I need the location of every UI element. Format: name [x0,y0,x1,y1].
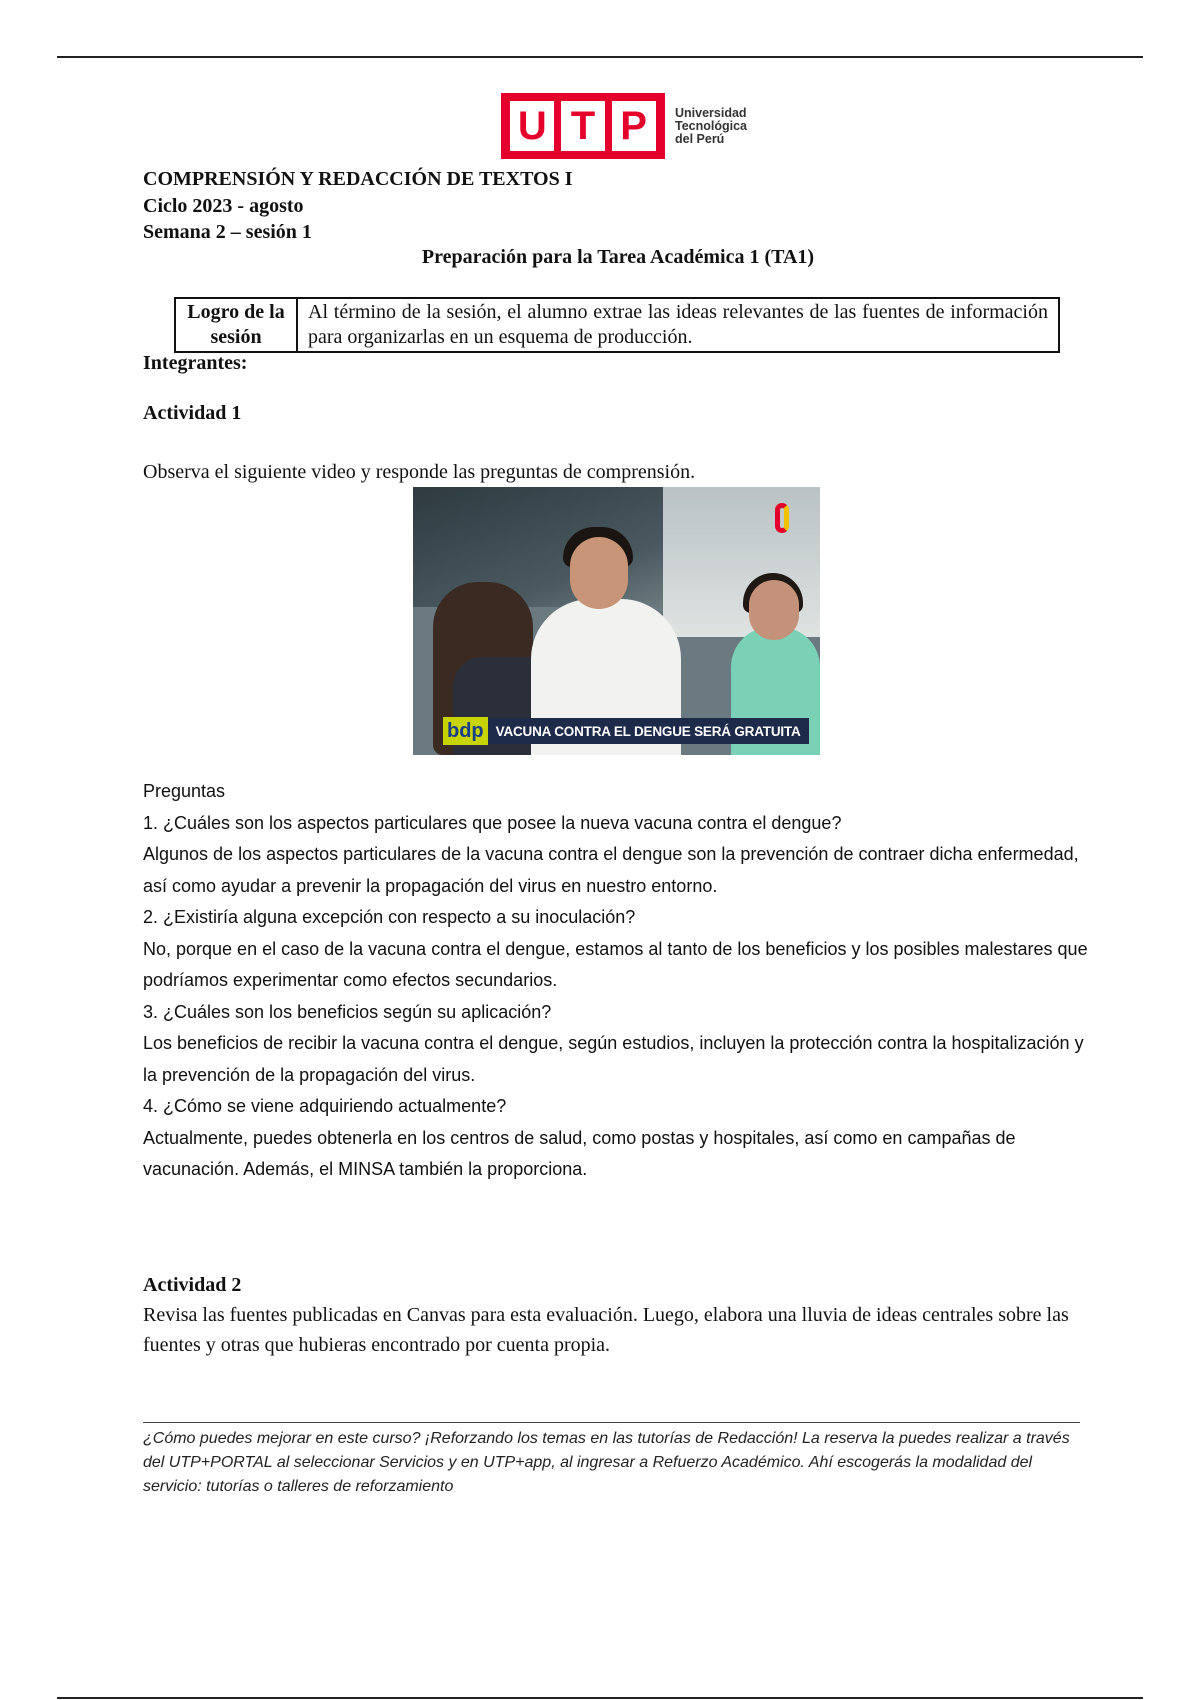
question-1: 1. ¿Cuáles son los aspectos particulares que posee la nueva vacuna contra el dengue? [143,812,842,833]
actividad1-instruction: Observa el siguiente video y responde las preguntas de comprensión. [143,461,696,483]
logo-letter-u: U [510,101,554,151]
question-2: 2. ¿Existiría alguna excepción con respecto a su inoculación? [143,907,636,927]
cycle-label: Ciclo 2023 - agosto [143,195,304,217]
preguntas-label: Preguntas [143,781,226,801]
logo-letter-t: T [561,101,605,151]
top-rule [57,56,1143,58]
actividad2-text: Revisa las fuentes publicadas en Canvas para esta evaluación. Luego, elabora una lluvia de ideas centrales sobre las fuentes y otras que hubieras encontrado por cuenta propia. [143,1304,1069,1356]
course-title: COMPRENSIÓN Y REDACCIÓN DE TEXTOS I [143,168,573,190]
logro-label [175,298,297,352]
actividad1-heading: Actividad 1 [143,402,242,424]
video-thumbnail[interactable] [413,487,820,755]
bottom-rule [57,1697,1143,1699]
logro-label-line2: sesión [210,326,262,348]
logo-text-line3: del Perú [675,131,725,146]
qa-section [143,776,1098,1186]
bdp-logo: bdp [443,717,488,745]
channel-logo-icon [775,503,789,533]
logro-label-line1: Logro de la [187,301,285,323]
footnote-rule [143,1422,1080,1423]
utp-logo [501,93,755,159]
utp-logo-text [675,107,755,146]
logro-table [174,297,1060,353]
answer-4: Actualmente, puedes obtenerla en los centros de salud, como postas y hospitales, así como en campañas de vacunación. Además, el MINSA también la proporciona. [143,1127,1016,1179]
video-nurse-head [570,537,628,609]
logo-text-line2: Tecnológica [675,118,748,133]
question-3: 3. ¿Cuáles son los beneficios según su aplicación? [143,1001,552,1022]
logro-text: Al término de la sesión, el alumno extrae las ideas relevantes de las fuentes de información para organizarlas en un esquema de producción. [297,298,1059,352]
logo-text-line1: Universidad [675,105,747,120]
video-person-right-head [749,580,799,640]
actividad2-heading: Actividad 2 [143,1274,242,1296]
answer-1: Algunos de los aspectos particulares de la vacuna contra el dengue son la prevención de contraer dicha enfermedad, así como ayudar a prevenir la propagación del virus en nuestro entorno. [143,844,1079,896]
logo-letter-p: P [612,101,656,151]
utp-logo-mark [501,93,665,159]
assignment-title: Preparación para la Tarea Académica 1 (TA1) [421,246,815,268]
answer-3: Los beneficios de recibir la vacuna contra el dengue, según estudios, incluyen la protección contra la hospitalización y la prevención de la propagación del virus. [143,1033,1084,1085]
week-label: Semana 2 – sesión 1 [143,221,312,243]
footnote: ¿Cómo puedes mejorar en este curso? ¡Reforzando los temas en las tutorías de Redacción! La reserva la puedes realizar a través del UTP+PORTAL al seleccionar Servicios y en UTP+app, al ingresar a Refuerzo Académico. Ahí escogerás la modalidad del servicio: tutorías o talleres de reforzamiento [143,1430,1070,1495]
integrantes-label: Integrantes: [143,352,248,374]
question-4: 4. ¿Cómo se viene adquiriendo actualmente? [143,1096,507,1116]
video-lower-third [443,716,818,746]
answer-2: No, porque en el caso de la vacuna contra el dengue, estamos al tanto de los beneficios y los posibles malestares que podríamos experimentar como efectos secundarios. [143,938,1088,990]
actividad2-section [143,1270,1093,1360]
video-banner: VACUNA CONTRA EL DENGUE SERÁ GRATUITA [488,718,809,744]
